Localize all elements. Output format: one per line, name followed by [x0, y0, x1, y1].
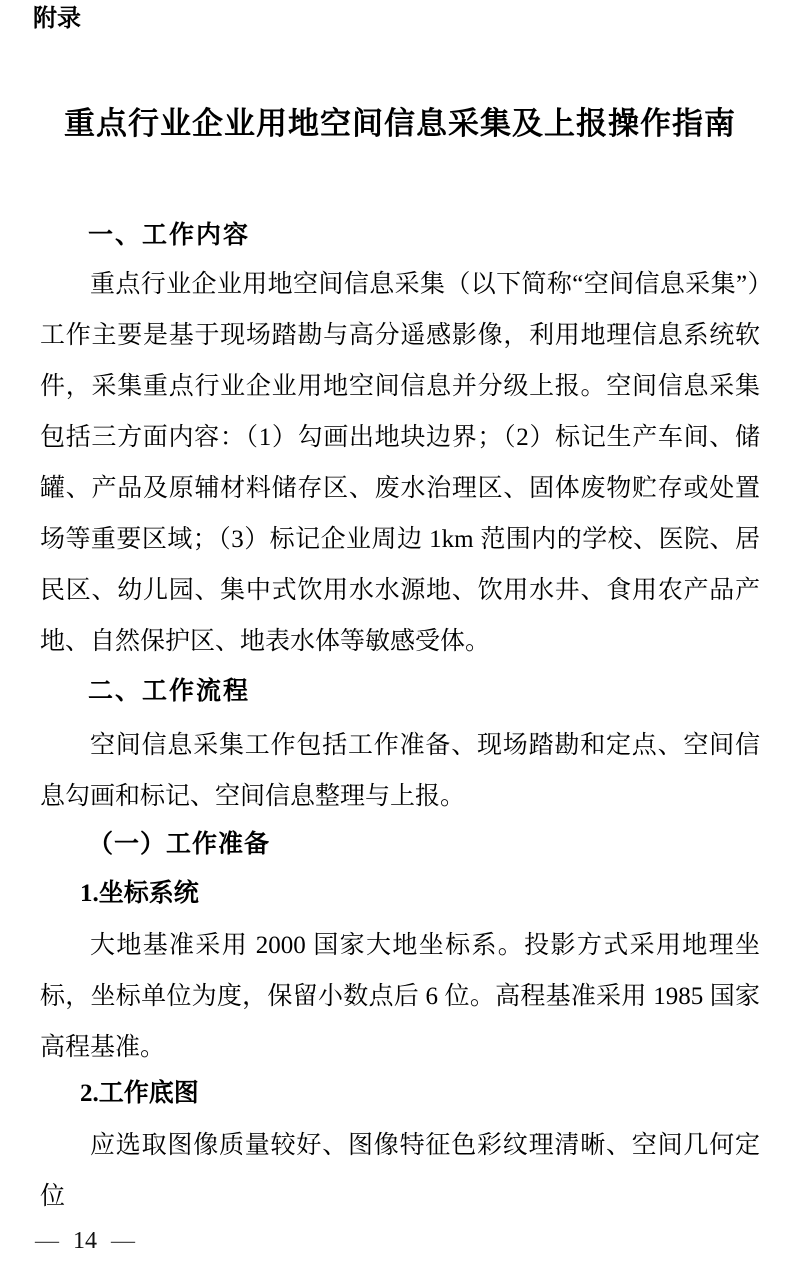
page-footer — [35, 1226, 135, 1256]
appendix-label: 附录 — [33, 5, 81, 32]
footer-right-dash: — — [111, 1228, 135, 1254]
paragraph-work-content: 重点行业企业用地空间信息采集（以下简称“空间信息采集”）工作主要是基于现场踏勘与高分遥感影像，利用地理信息系统软件，采集重点行业企业用地空间信息并分级上报。空间信息采集包括三方面内容：（1）勾画出地块边界；（2）标记生产车间、储罐、产品及原辅材料储存区、废水治理区、固体废物贮存或处置场等重要区域；（3）标记企业周边 1km 范围内的学校、医院、居民区、幼儿园、集中式饮用水水源地、饮用水井、食用农产品产地、自然保护区、地表水体等敏感受体。 — [40, 271, 760, 655]
footer-left-dash: — — [35, 1228, 59, 1254]
paragraph-work-process: 空间信息采集工作包括工作准备、现场踏勘和定点、空间信息勾画和标记、空间信息整理与上报。 — [40, 732, 760, 810]
document-title: 重点行业企业用地空间信息采集及上报操作指南 — [64, 106, 736, 141]
heading-base-map: 2.工作底图 — [80, 1080, 199, 1107]
section-heading-work-content: 一、工作内容 — [88, 221, 251, 249]
page-number: 14 — [73, 1228, 97, 1254]
subsection-heading-work-preparation: （一）工作准备 — [88, 831, 271, 858]
heading-coordinate-system: 1.坐标系统 — [80, 880, 199, 907]
paragraph-base-map: 应选取图像质量较好、图像特征色彩纹理清晰、空间几何定位 — [40, 1132, 760, 1210]
paragraph-coordinate-system: 大地基准采用 2000 国家大地坐标系。投影方式采用地理坐标，坐标单位为度，保留小数点后 6 位。高程基准采用 1985 国家高程基准。 — [40, 932, 760, 1061]
section-heading-work-process: 二、工作流程 — [88, 677, 251, 705]
